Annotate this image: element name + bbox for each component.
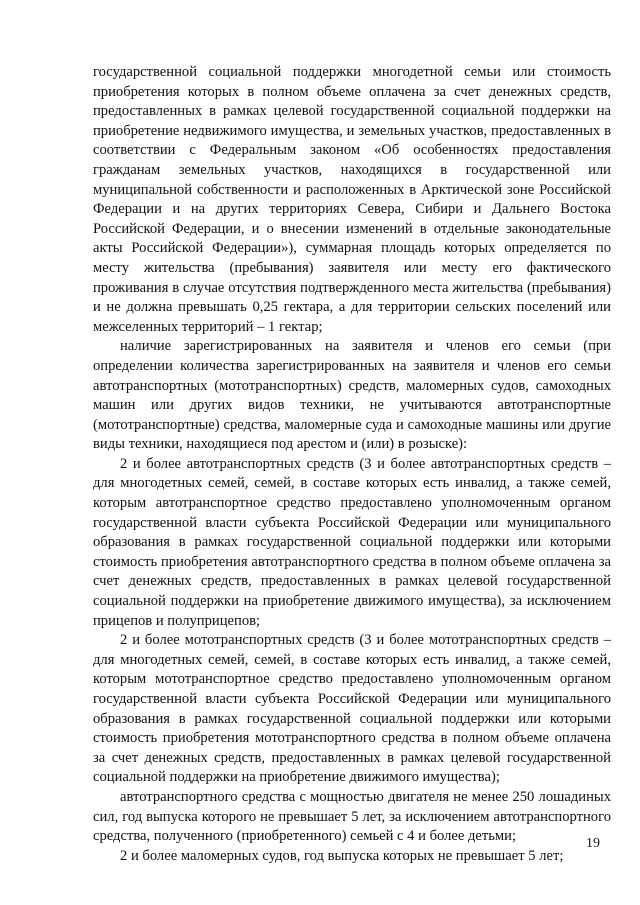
paragraph: 2 и более автотранспортных средств (3 и более автотранспортных средств – для многодетных семей, семей, в составе которых есть инвалид, а также семей, которым автотранспортное средство предоставлено уполномоченным органом государственной власти субъекта Российской Федерации или муниципального образования в рамках государственной социальной поддержки или которыми стоимость приобретения автотранспортного средства в полном объеме оплачена за счет денежных средств, предоставленных в рамках целевой государственной социальной поддержки на приобретение движимого имущества), за исключением прицепов и полуприцепов; (93, 455, 611, 629)
paragraph: 2 и более маломерных судов, год выпуска которых не превышает 5 лет; (120, 847, 564, 864)
document-body (93, 63, 611, 866)
page-number: 19 (586, 836, 600, 851)
paragraph: государственной социальной поддержки многодетной семьи или стоимость приобретения которых в полном объеме оплачена за счет денежных средств, предоставленных в рамках целевой государственной социальной поддержки на приобретение недвижимого имущества, и земельных участков, предоставленных в соответствии с Федеральным законом «Об особенностях предоставления гражданам земельных участков, находящихся в государственной или муниципальной собственности и расположенных в Арктической зоне Российской Федерации и на других территориях Севера, Сибири и Дальнего Востока Российской Федерации, и о внесении изменений в отдельные законодательные акты Российской Федерации»), суммарная площадь которых определяется по месту жительства (пребывания) заявителя или месту его фактического проживания в случае отсутствия подтвержденного места жительства (пребывания) и не должна превышать 0,25 гектара, а для территории сельских поселений или межселенных территорий – 1 гектар; (93, 64, 611, 335)
paragraph: 2 и более мототранспортных средств (3 и более мототранспортных средств – для многодетных семей, семей, в составе которых есть инвалид, а также семей, которым мототранспортное средство предоставлено уполномоченным органом государственной власти субъекта Российской Федерации или муниципального образования в рамках государственной социальной поддержки или которыми стоимость приобретения мототранспортного средства в полном объеме оплачена за счет денежных средств, предоставленных в рамках целевой государственной социальной поддержки на приобретение движимого имущества); (93, 632, 611, 786)
paragraph: автотранспортного средства с мощностью двигателя не менее 250 лошадиных сил, год выпуска которого не превышает 5 лет, за исключением автотранспортного средства, полученного (приобретенного) семьей с 4 и более детьми; (93, 788, 611, 845)
paragraph: наличие зарегистрированных на заявителя и членов его семьи (при определении количества зарегистрированных на заявителя и членов его семьи автотранспортных (мототранспортных) средств, маломерных судов, самоходных машин или других видов техники, не учитываются автотранспортные (мототранспортные) средства, маломерные суда и самоходные машины или другие виды техники, находящиеся под арестом и (или) в розыске): (93, 338, 611, 453)
